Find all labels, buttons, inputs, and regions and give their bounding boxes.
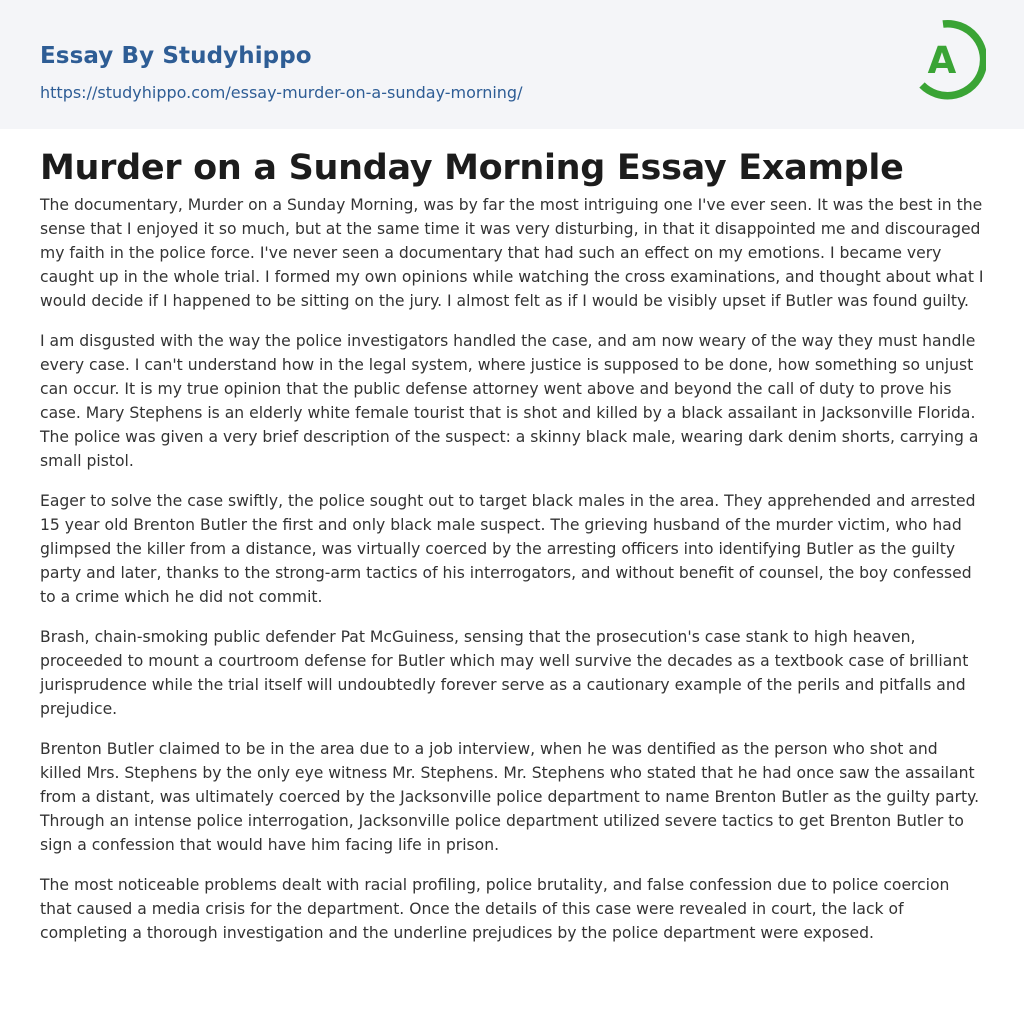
- paragraph-2: I am disgusted with the way the police investigators handled the case, and am now weary of the way they must handle every case. I can't understand how in the legal system, where justice is supposed to be done, how something so unjust can occur. It is my true opinion that the public defense attorney went above and beyond the call of duty to prove his case. Mary Stephens is an elderly white female tourist that is shot and killed by a black assailant in Jacksonville Florida. The police was given a very brief description of the suspect: a skinny black male, wearing dark denim shorts, carrying a small pistol.: [40, 332, 979, 470]
- site-header: [0, 0, 1024, 129]
- essay-url-link[interactable]: https://studyhippo.com/essay-murder-on-a-sunday-morning/: [40, 83, 523, 102]
- paragraph-3: Eager to solve the case swiftly, the police sought out to target black males in the area. They apprehended and arrested 15 year old Brenton Butler the first and only black male suspect. The grieving husband of the murder victim, who had glimpsed the killer from a distance, was virtually coerced by the arresting officers into identifying Butler as the guilty party and later, thanks to the strong-arm tactics of his interrogators, and without benefit of counsel, the boy confessed to a crime which he did not commit.: [40, 492, 976, 606]
- paragraph-4: Brash, chain-smoking public defender Pat McGuiness, sensing that the prosecution's case stank to high heaven, proceeded to mount a courtroom defense for Butler which may well survive the decades as a textbook case of brilliant jurisprudence while the trial itself will undoubtedly forever serve as a cautionary example of the perils and pitfalls and prejudice.: [40, 628, 969, 718]
- paragraph-6: The most noticeable problems dealt with racial profiling, police brutality, and false confession due to police coercion that caused a media crisis for the department. Once the details of this case were revealed in court, the lack of completing a thorough investigation and the underline prejudices by the police department were exposed.: [40, 876, 950, 942]
- paragraph-5: Brenton Butler claimed to be in the area due to a job interview, when he was dentified as the person who shot and killed Mrs. Stephens by the only eye witness Mr. Stephens. Mr. Stephens who stated that he had once saw the assailant from a distant, was ultimately coerced by the Jacksonville police department to name Brenton Butler as the guilty party. Through an intense police interrogation, Jacksonville police department utilized severe tactics to get Brenton Butler to sign a confession that would have him facing life in prison.: [40, 740, 980, 854]
- studyhippo-logo[interactable]: [914, 18, 986, 106]
- logo-letter: A: [927, 39, 957, 82]
- article: [0, 146, 1024, 945]
- brand-title: Essay By Studyhippo: [40, 43, 312, 69]
- paragraph-1: The documentary, Murder on a Sunday Morning, was by far the most intriguing one I've ever seen. It was the best in the sense that I enjoyed it so much, but at the same time it was very disturbing, in that it disappointed me and discouraged my faith in the police force. I've never seen a documentary that had such an effect on my emotions. I became very caught up in the whole trial. I formed my own opinions while watching the cross examinations, and thought about what I would decide if I happened to be sitting on the jury. I almost felt as if I would be visibly upset if Butler was found guilty.: [40, 196, 984, 310]
- page-title: Murder on a Sunday Morning Essay Example: [40, 148, 904, 188]
